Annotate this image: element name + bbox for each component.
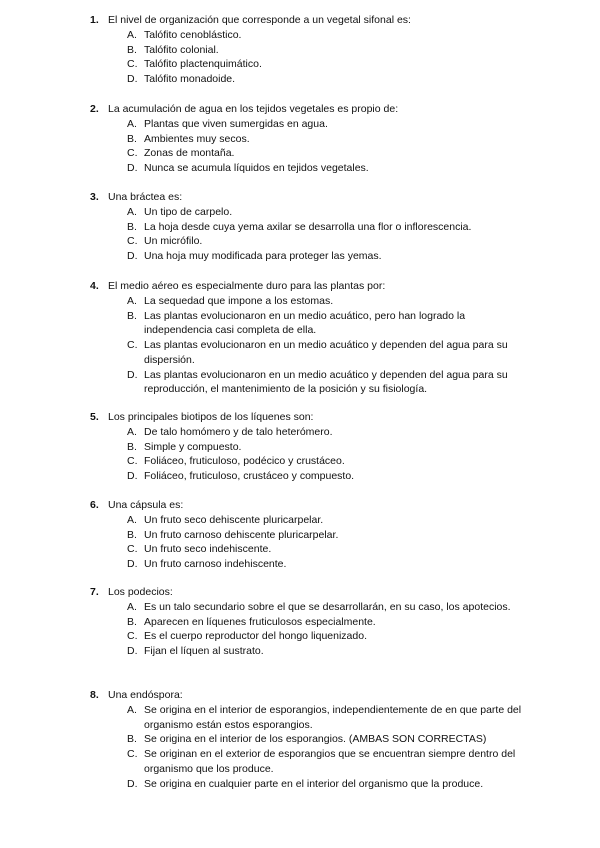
option-c bbox=[127, 338, 527, 367]
option-letter: C. bbox=[127, 748, 138, 761]
option-c bbox=[127, 747, 527, 776]
question-text: Una cápsula es: bbox=[108, 499, 184, 511]
option-d bbox=[127, 557, 527, 572]
option-list bbox=[127, 205, 527, 264]
option-a bbox=[127, 513, 527, 528]
question-stem bbox=[90, 688, 183, 702]
question-text: Una endóspora: bbox=[108, 689, 183, 701]
question-stem bbox=[90, 102, 398, 116]
option-text: Un fruto carnoso dehiscente pluricarpelar. bbox=[144, 528, 339, 541]
option-text: Ambientes muy secos. bbox=[144, 132, 250, 145]
option-letter: C. bbox=[127, 630, 138, 643]
option-letter: B. bbox=[127, 528, 137, 541]
option-text: Nunca se acumula líquidos en tejidos vegetales. bbox=[144, 162, 369, 175]
option-letter: D. bbox=[127, 162, 138, 175]
option-text: Un fruto carnoso indehiscente. bbox=[144, 558, 287, 571]
question-number: 5. bbox=[90, 411, 99, 423]
option-letter: B. bbox=[127, 43, 137, 56]
option-text: Simple y compuesto. bbox=[144, 440, 242, 453]
option-text: Las plantas evolucionaron en un medio acuático, pero han logrado la independencia casi completa de ella. bbox=[144, 309, 466, 337]
question-number: 8. bbox=[90, 689, 99, 701]
option-list bbox=[127, 703, 527, 791]
option-letter: C. bbox=[127, 235, 138, 248]
option-b bbox=[127, 615, 527, 630]
option-letter: A. bbox=[127, 295, 137, 307]
option-text: Zonas de montaña. bbox=[144, 147, 235, 160]
question-stem bbox=[90, 190, 182, 204]
question-stem bbox=[90, 498, 183, 512]
option-text: Un fruto seco dehiscente pluricarpelar. bbox=[144, 514, 324, 526]
option-text: Es un talo secundario sobre el que se desarrollarán, en su caso, los apotecios. bbox=[144, 601, 511, 613]
option-letter: D. bbox=[127, 645, 138, 658]
option-text: Talófito cenoblástico. bbox=[144, 29, 242, 41]
option-letter: A. bbox=[127, 514, 137, 526]
option-letter: D. bbox=[127, 250, 138, 263]
option-c bbox=[127, 146, 527, 161]
option-c bbox=[127, 454, 527, 469]
option-d bbox=[127, 469, 527, 484]
option-text: Se origina en el interior de los esporangios. (AMBAS SON CORRECTAS) bbox=[144, 733, 487, 746]
option-letter: D. bbox=[127, 558, 138, 571]
option-b bbox=[127, 132, 527, 147]
option-letter: A. bbox=[127, 206, 137, 218]
option-letter: A. bbox=[127, 29, 137, 41]
question-text: Los podecios: bbox=[108, 586, 173, 598]
question-text: El nivel de organización que corresponde a un vegetal sifonal es: bbox=[108, 14, 411, 26]
option-text: Un tipo de carpelo. bbox=[144, 206, 233, 218]
option-letter: C. bbox=[127, 543, 138, 556]
option-letter: D. bbox=[127, 73, 138, 86]
question-number: 7. bbox=[90, 586, 99, 598]
option-a bbox=[127, 117, 527, 132]
option-b bbox=[127, 732, 527, 747]
option-letter: B. bbox=[127, 132, 137, 145]
question-text: Los principales biotipos de los líquenes son: bbox=[108, 411, 314, 423]
option-letter: C. bbox=[127, 147, 138, 160]
option-list bbox=[127, 600, 527, 659]
option-text: La hoja desde cuya yema axilar se desarrolla una flor o inflorescencia. bbox=[144, 220, 472, 233]
option-letter: B. bbox=[127, 440, 137, 453]
option-b bbox=[127, 309, 527, 338]
option-letter: B. bbox=[127, 220, 137, 233]
option-b bbox=[127, 528, 527, 543]
option-c bbox=[127, 629, 527, 644]
option-d bbox=[127, 644, 527, 659]
question-stem bbox=[90, 410, 313, 424]
option-text: Plantas que viven sumergidas en agua. bbox=[144, 118, 328, 130]
option-b bbox=[127, 220, 527, 235]
option-text: Foliáceo, fruticuloso, crustáceo y compuesto. bbox=[144, 470, 355, 483]
question-stem bbox=[90, 13, 411, 27]
question-text: Una bráctea es: bbox=[108, 191, 183, 203]
option-letter: A. bbox=[127, 601, 137, 613]
question-number: 1. bbox=[90, 14, 99, 26]
option-text: Se origina en el interior de esporangios, independientemente de en que parte del organismo están estos esporangios. bbox=[144, 704, 522, 731]
option-d bbox=[127, 161, 527, 176]
option-text: Aparecen en líquenes fruticulosos especialmente. bbox=[144, 615, 376, 628]
option-letter: A. bbox=[127, 118, 137, 130]
option-text: Un micrófilo. bbox=[144, 235, 203, 248]
option-c bbox=[127, 57, 527, 72]
option-letter: D. bbox=[127, 368, 138, 381]
option-d bbox=[127, 368, 527, 397]
option-letter: B. bbox=[127, 309, 137, 322]
question-stem bbox=[90, 279, 385, 293]
option-letter: C. bbox=[127, 455, 138, 468]
option-text: Una hoja muy modificada para proteger las yemas. bbox=[144, 250, 382, 263]
option-letter: B. bbox=[127, 733, 137, 746]
option-a bbox=[127, 703, 527, 732]
option-text: Talófito colonial. bbox=[144, 43, 219, 56]
option-text: Foliáceo, fruticuloso, podécico y crustáceo. bbox=[144, 455, 345, 468]
option-text: Las plantas evolucionaron en un medio acuático y dependen del agua para su reproducción, el mantenimiento de la posición y su fisiología. bbox=[144, 368, 508, 396]
option-text: Se origina en cualquier parte en el interior del organismo que la produce. bbox=[144, 777, 484, 790]
question-number: 2. bbox=[90, 103, 99, 115]
option-a bbox=[127, 205, 527, 220]
question-number: 3. bbox=[90, 191, 99, 203]
option-letter: A. bbox=[127, 704, 137, 716]
option-letter: C. bbox=[127, 58, 138, 71]
option-a bbox=[127, 28, 527, 43]
option-c bbox=[127, 234, 527, 249]
option-d bbox=[127, 249, 527, 264]
option-letter: B. bbox=[127, 615, 137, 628]
option-a bbox=[127, 425, 527, 440]
option-list bbox=[127, 28, 527, 87]
question-number: 6. bbox=[90, 499, 99, 511]
option-text: Un fruto seco indehiscente. bbox=[144, 543, 272, 556]
option-list bbox=[127, 513, 527, 572]
option-text: Fijan el líquen al sustrato. bbox=[144, 645, 264, 658]
question-text: El medio aéreo es especialmente duro para las plantas por: bbox=[108, 280, 386, 292]
option-a bbox=[127, 294, 527, 309]
option-text: Talófito monadoide. bbox=[144, 73, 236, 86]
option-b bbox=[127, 43, 527, 58]
option-text: La sequedad que impone a los estomas. bbox=[144, 295, 334, 307]
option-d bbox=[127, 72, 527, 87]
question-stem bbox=[90, 585, 173, 599]
option-letter: C. bbox=[127, 339, 138, 352]
option-letter: D. bbox=[127, 777, 138, 790]
option-list bbox=[127, 294, 527, 397]
question-number: 4. bbox=[90, 280, 99, 292]
option-c bbox=[127, 542, 527, 557]
option-text: Es el cuerpo reproductor del hongo liquenizado. bbox=[144, 630, 367, 643]
option-list bbox=[127, 425, 527, 484]
option-d bbox=[127, 777, 527, 792]
option-text: Se originan en el exterior de esporangios que se encuentran siempre dentro del organismo que los produce. bbox=[144, 748, 516, 775]
option-text: Las plantas evolucionaron en un medio acuático y dependen del agua para su dispersión. bbox=[144, 339, 508, 366]
option-text: Talófito plactenquimático. bbox=[144, 58, 262, 71]
option-letter: A. bbox=[127, 426, 137, 438]
option-letter: D. bbox=[127, 470, 138, 483]
option-a bbox=[127, 600, 527, 615]
question-text: La acumulación de agua en los tejidos vegetales es propio de: bbox=[108, 103, 399, 115]
option-list bbox=[127, 117, 527, 176]
option-text: De talo homómero y de talo heterómero. bbox=[144, 426, 333, 438]
option-b bbox=[127, 440, 527, 455]
